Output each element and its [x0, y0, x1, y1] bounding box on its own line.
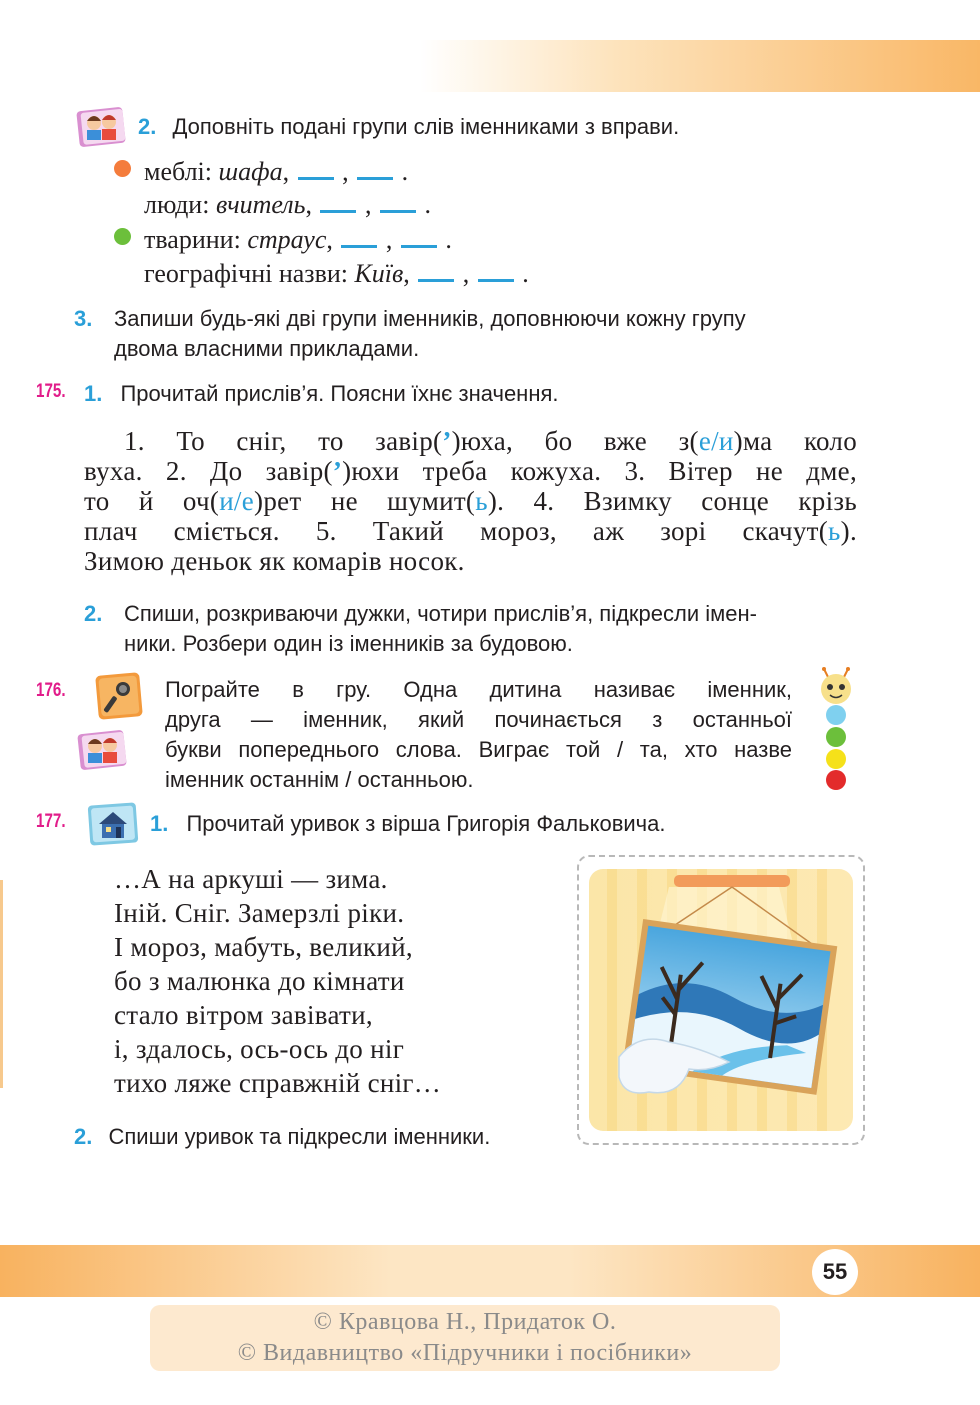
- group-label: тварини:: [144, 225, 241, 254]
- task-text: Прочитай прислів’я. Поясни їхнє значення.: [120, 381, 559, 406]
- task3-text: Запиши будь-які дві групи іменників, доповнюючи кожну групу двома власними прикладами.: [114, 306, 746, 361]
- ex176-text: Пограйте в гру. Одна дитина називає іменник, друга — іменник, який починається з останньої букви попереднього слова. Виграє той / та, хто назве іменник останнім / останньою.: [165, 677, 792, 792]
- task-text: Доповніть подані групи слів іменниками з вправи.: [172, 114, 680, 139]
- proverbs-text: 1. То сніг, то завір(’)юха, бо вже з(е/и)ма коло вуха. 2. До завір(’)юхи треба кожуха. 3. Вітер не дме, то й оч(и/е)рет не шумит(ь). 4. Взимку сонце крізь плач сміється. 5. Такий мороз, аж зорі скачут(ь). Зимою деньок як комарів носок.: [84, 426, 858, 576]
- task-number: 2.: [138, 114, 157, 139]
- group-label: географічні назви:: [144, 259, 348, 288]
- poem-line: і, здалось, ось-ось до ніг: [114, 1034, 405, 1064]
- ex175-task2-number: [84, 599, 102, 629]
- copyright-publisher: © Видавництво «Підручники і посібники»: [237, 1340, 693, 1366]
- copyright-box: [150, 1305, 780, 1371]
- poem-line: тихо ляже справжній сніг…: [114, 1068, 442, 1098]
- group-example: страус: [247, 225, 327, 254]
- blank-line: [341, 223, 377, 248]
- task-number: 2.: [84, 601, 103, 626]
- task-text: Прочитай уривок з вірша Григорія Фальковича.: [186, 811, 666, 836]
- ex175-task2-text: Спиши, розкриваючи дужки, чотири прислів’я, підкресли імен- ники. Розбери один із іменників за будовою.: [124, 601, 757, 656]
- bullet-green: [114, 228, 131, 245]
- winter-painting-illustration: [577, 855, 865, 1145]
- blank-line: [320, 188, 356, 213]
- blank-line: [478, 257, 514, 282]
- group-geography: географічні назви: Київ, , .: [144, 259, 529, 288]
- copyright-authors: © Кравцова Н., Придаток О.: [313, 1309, 617, 1335]
- group-label: меблі:: [144, 157, 212, 186]
- blank-line: [401, 223, 437, 248]
- exercise-number: 177.: [36, 811, 66, 832]
- blank-line: [380, 188, 416, 213]
- exercise-number: 175.: [36, 381, 66, 402]
- group-people: люди: вчитель, , .: [144, 190, 431, 219]
- ex177-task2: [74, 1122, 490, 1152]
- pair-work-icon: [74, 103, 126, 149]
- bullet-orange: [114, 160, 131, 177]
- task-number: 2.: [74, 1124, 93, 1149]
- exercise-number: 176.: [36, 680, 66, 701]
- poem-line: бо з малюнка до кімнати: [114, 966, 405, 996]
- house-icon: [86, 800, 140, 848]
- task2-heading: [138, 112, 679, 142]
- task3-number-wrap: [74, 304, 92, 334]
- group-example: шафа: [218, 157, 283, 186]
- margin-mark: [0, 880, 3, 1088]
- group-animals: тварини: страус, , .: [144, 225, 452, 254]
- poem-line: …А на аркуші — зима.: [114, 864, 388, 894]
- group-label: люди:: [144, 190, 210, 219]
- task-number: 3.: [74, 306, 93, 331]
- task-number: 1.: [84, 381, 103, 406]
- poem-line: Іній. Сніг. Замерзлі ріки.: [114, 898, 405, 928]
- page-number: 55: [812, 1249, 858, 1295]
- pair-work-icon: [75, 726, 127, 774]
- task-text: Спиши уривок та підкресли іменники.: [108, 1124, 491, 1149]
- group-example: вчитель: [215, 190, 306, 219]
- ex177-task1: [150, 809, 665, 839]
- ex175-task1: [84, 379, 559, 409]
- blank-line: [357, 155, 393, 180]
- blank-line: [298, 155, 334, 180]
- poem-line: стало вітром завівати,: [114, 1000, 373, 1030]
- blank-line: [418, 257, 454, 282]
- group-example: Київ: [354, 259, 404, 288]
- microphone-icon: [94, 671, 144, 721]
- poem-line: І мороз, мабуть, великий,: [114, 932, 413, 962]
- group-furniture: меблі: шафа, , .: [144, 157, 409, 186]
- top-decor-band: [420, 40, 980, 92]
- task-number: 1.: [150, 811, 169, 836]
- caterpillar-icon: [810, 667, 862, 793]
- poem-excerpt: [114, 862, 441, 1100]
